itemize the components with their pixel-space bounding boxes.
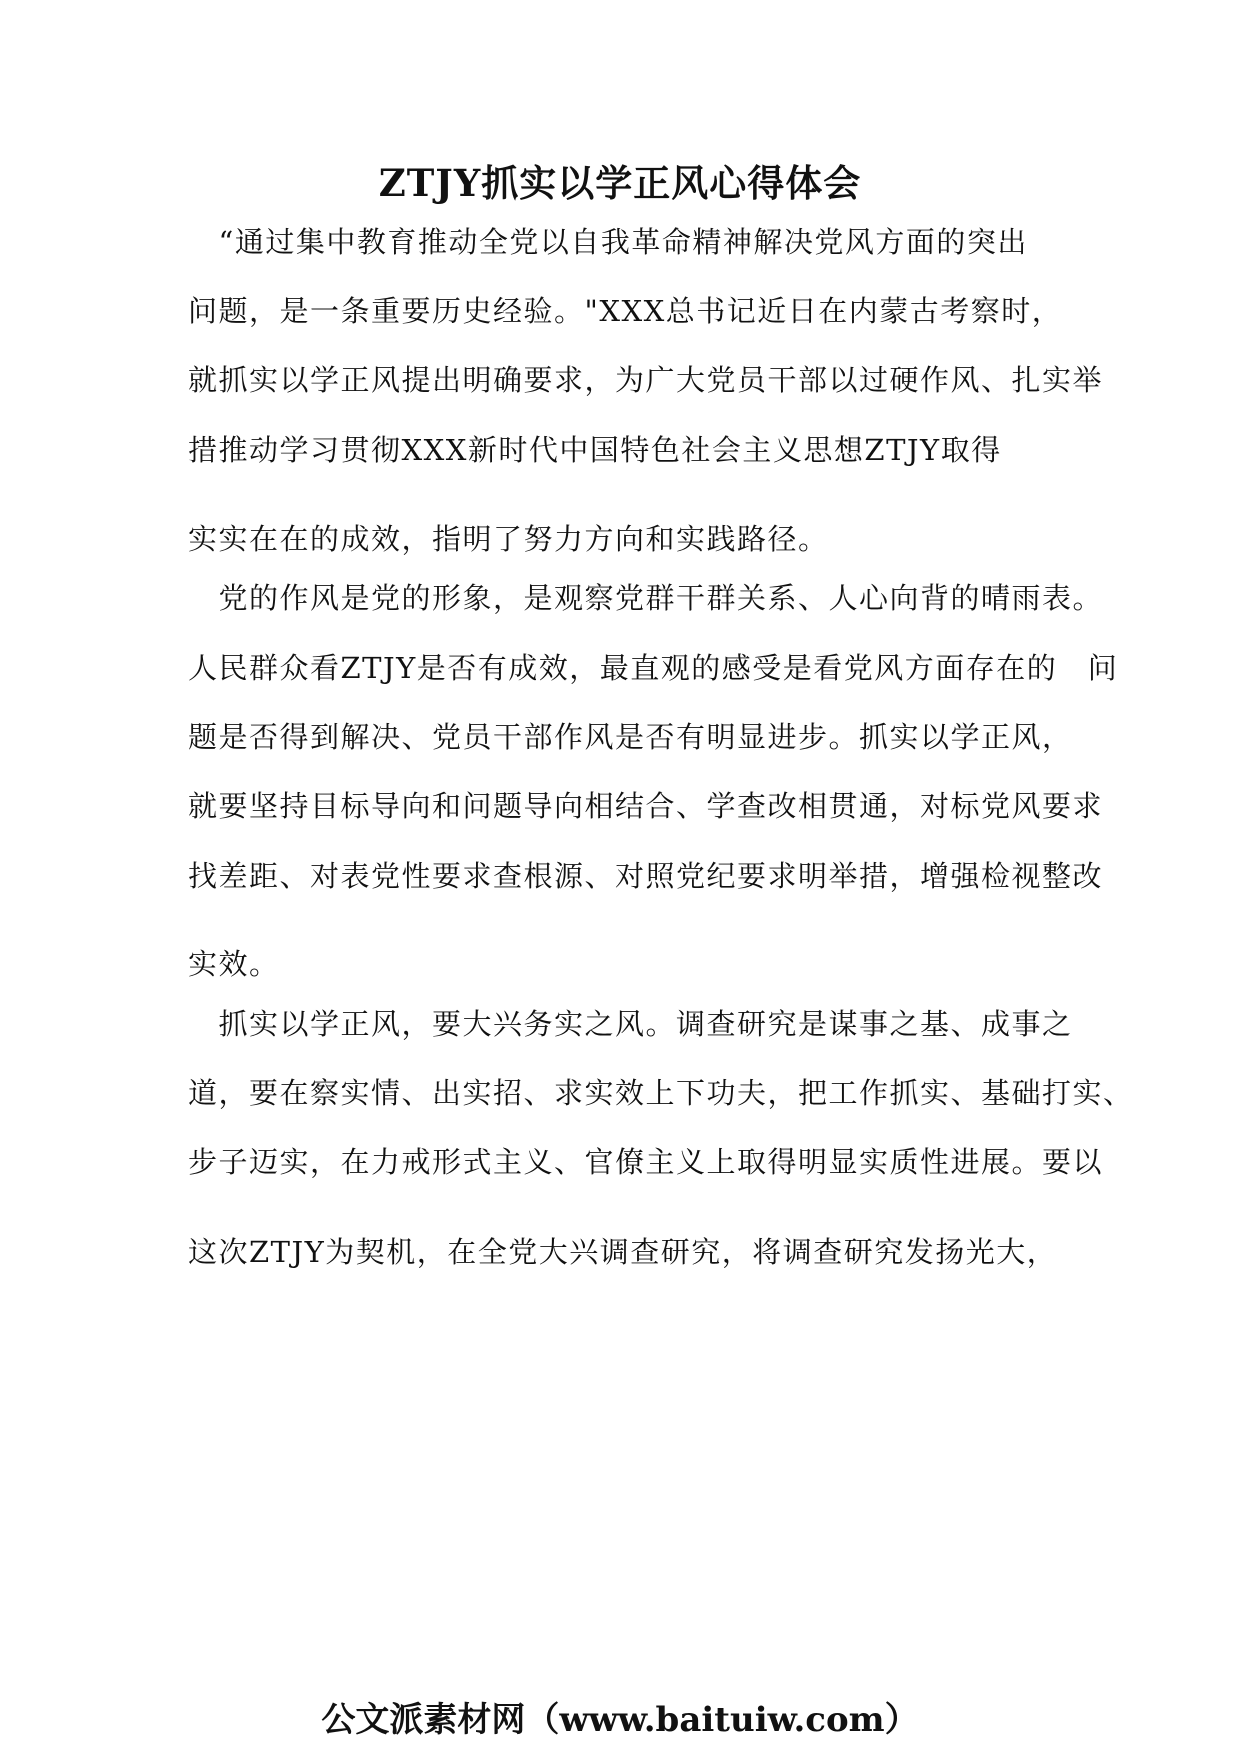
- site-footer: 公文派素材网（www.baituiw.com）: [321, 1700, 919, 1740]
- body-line-15: 这次ZTJY为契机，在全党大兴调查研究，将调查研究发扬光大，: [188, 1235, 1058, 1269]
- body-line-14: 步子迈实，在力戒形式主义、官僚主义上取得明显实质性进展。要以: [188, 1145, 1104, 1179]
- body-line-11: 实效。: [188, 947, 280, 981]
- body-line-10: 找差距、对表党性要求查根源、对照党纪要求明举措，增强检视整改: [188, 859, 1104, 893]
- body-line-4: 措推动学习贯彻XXX新时代中国特色社会主义思想ZTJY取得: [188, 433, 1002, 467]
- body-line-12: 抓实以学正风，要大兴务实之风。调查研究是谋事之基、成事之: [188, 1007, 1073, 1041]
- body-line-2: 问题，是一条重要历史经验。"XXX总书记近日在内蒙古考察时，: [188, 294, 1063, 328]
- body-line-8: 题是否得到解决、党员干部作风是否有明显进步。抓实以学正风，: [188, 720, 1073, 754]
- body-line-7: 人民群众看ZTJY是否有成效，最直观的感受是看党风方面存在的 问: [188, 651, 1119, 685]
- document-title: ZTJY抓实以学正风心得体会: [378, 161, 862, 205]
- body-line-13: 道，要在察实情、出实招、求实效上下功夫，把工作抓实、基础打实、: [188, 1076, 1134, 1110]
- body-line-6: 党的作风是党的形象，是观察党群干群关系、人心向背的晴雨表。: [188, 581, 1104, 615]
- body-line-3: 就抓实以学正风提出明确要求，为广大党员干部以过硬作风、扎实举: [188, 363, 1104, 397]
- body-line-5: 实实在在的成效，指明了努力方向和实践路径。: [188, 522, 829, 556]
- body-line-9: 就要坚持目标导向和问题导向相结合、学查改相贯通，对标党风要求: [188, 789, 1104, 823]
- body-line-1: “通过集中教育推动全党以自我革命精神解决党风方面的突出: [188, 225, 1028, 259]
